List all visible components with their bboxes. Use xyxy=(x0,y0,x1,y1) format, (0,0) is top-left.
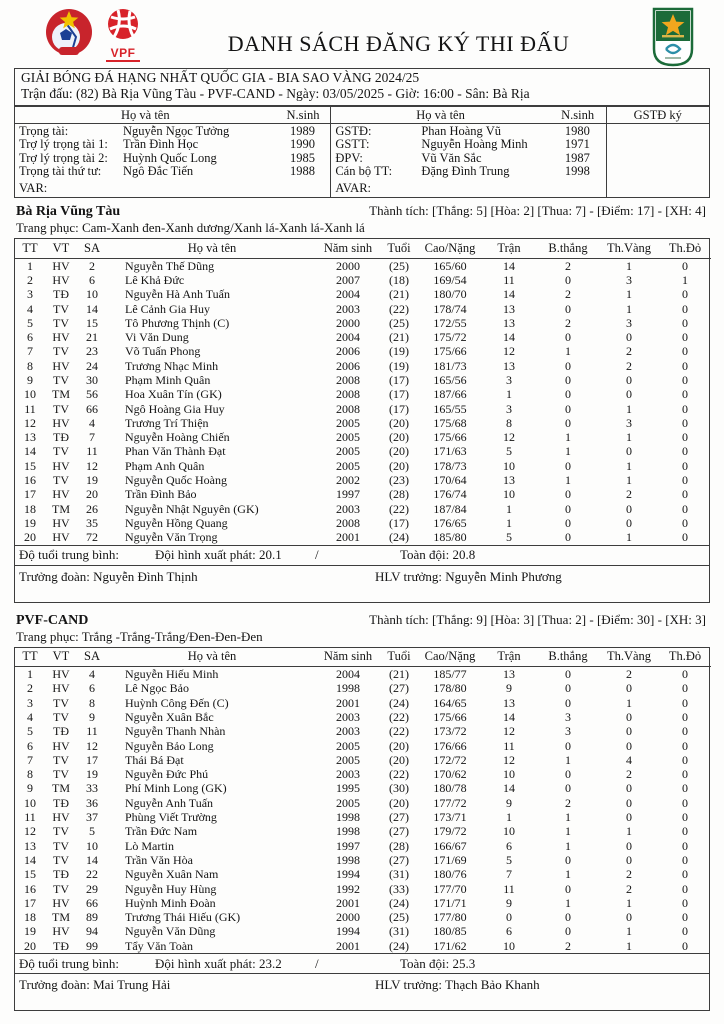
player-row: 15 HV 12 Phạm Anh Quân 2005 (20) 178/73 10 0 1 0 xyxy=(24,458,688,473)
officials-sign-header: GSTĐ ký xyxy=(606,107,709,124)
player-row: 10 TĐ 36 Nguyễn Anh Tuấn 2005 (20) 177/72 9 2 0 0 xyxy=(24,795,688,810)
player-row: 9 TM 33 Phí Minh Long (GK) 1995 (30) 180/78 14 0 0 0 xyxy=(27,781,688,796)
team1-manager: Trưởng đoàn: Nguyễn Đình Thịnh xyxy=(19,568,198,584)
col-red: Th.Đỏ xyxy=(659,239,711,258)
official-role: GSTT: xyxy=(335,137,370,152)
team1-average-age xyxy=(15,545,709,565)
col-height-weight: Cao/Nặng xyxy=(419,239,481,258)
official-role: Trợ lý trọng tài 2: xyxy=(19,150,108,165)
player-row: 7 TV 17 Thái Bá Đạt 2005 (20) 172/72 12 1 4 0 xyxy=(27,752,688,767)
player-row: 14 TV 14 Trần Văn Hòa 1998 (27) 171/69 5 0 0 0 xyxy=(24,852,688,867)
official-name: Trần Đình Học xyxy=(123,137,199,152)
player-row: 12 HV 4 Trương Trí Thiện 2005 (20) 175/68 8 0 3 0 xyxy=(24,415,688,430)
avar-cell: AVAR: xyxy=(331,181,606,198)
officials-name-header-right: Họ và tên xyxy=(331,107,550,124)
official-name: Đặng Đình Trung xyxy=(421,164,510,179)
player-row: 5 TĐ 11 Nguyễn Thanh Nhàn 2003 (22) 173/72 12 3 0 0 xyxy=(27,724,688,739)
avg-age-starting: Đội hình xuất phát: 23.2 xyxy=(155,955,282,971)
official-name: Nguyễn Ngọc Tưởng xyxy=(123,124,230,138)
avg-age-total: Toàn đội: 20.8 xyxy=(400,547,476,563)
avg-age-total: Toàn đội: 25.3 xyxy=(400,955,476,971)
player-row: 9 TV 30 Phạm Minh Quân 2008 (17) 165/56 3 0 0 0 xyxy=(27,373,688,387)
vpf-logo-label: VPF xyxy=(110,46,136,60)
organizer-logos xyxy=(44,7,145,64)
player-row: 2 HV 6 Lê Khả Đức 2007 (18) 169/54 11 0 3 1 xyxy=(27,272,688,287)
official-role: Trọng tài: xyxy=(19,124,69,138)
roster-header-row xyxy=(15,648,711,667)
official-born: 1998 xyxy=(564,164,590,179)
team2-record: Thành tích: [Thắng: 9] [Hòa: 3] [Thua: 2] - [Điểm: 30] - [XH: 3] xyxy=(369,611,706,627)
col-matches: Trận xyxy=(481,648,537,667)
team1-kit: Trang phục: Cam-Xanh đen-Xanh dương/Xanh lá-Xanh lá-Xanh lá xyxy=(16,220,365,236)
player-row: 20 HV 72 Nguyễn Văn Trọng 2001 (24) 185/80 5 0 1 0 xyxy=(24,530,688,545)
team1-staff xyxy=(15,565,709,602)
col-sa: SA xyxy=(77,648,107,667)
match-info-box xyxy=(14,68,710,106)
team2-header xyxy=(14,612,710,644)
vff-logo-icon xyxy=(44,7,94,64)
officials-table xyxy=(14,106,710,198)
league-name: GIẢI BÓNG ĐÁ HẠNG NHẤT QUỐC GIA - BIA SAO VÀNG 2024/25 xyxy=(21,70,420,85)
player-row: 6 HV 12 Nguyễn Bảo Long 2005 (20) 176/66 11 0 0 0 xyxy=(27,738,688,753)
col-name: Họ và tên xyxy=(107,648,317,667)
col-goals: B.thắng xyxy=(537,239,599,258)
col-yellow: Th.Vàng xyxy=(599,648,659,667)
player-row: 3 TĐ 10 Nguyễn Hà Anh Tuấn 2004 (21) 180/70 14 2 1 0 xyxy=(27,287,688,302)
official-name: Vũ Văn Sắc xyxy=(421,150,482,165)
team2-staff xyxy=(15,973,709,1010)
official-born: 1989 xyxy=(290,124,315,138)
col-goals: B.thắng xyxy=(537,648,599,667)
player-row: 6 HV 21 Vi Văn Dung 2004 (21) 175/72 14 0 0 0 xyxy=(27,330,688,345)
official-born: 1987 xyxy=(564,150,590,165)
player-row: 4 TV 14 Lê Cảnh Gia Huy 2003 (22) 178/74 13 0 1 0 xyxy=(27,301,688,316)
col-vt: VT xyxy=(45,239,77,258)
col-tt: TT xyxy=(15,239,45,258)
official-role: Trọng tài thứ tư: xyxy=(19,164,102,179)
vpf-logo-icon xyxy=(101,7,145,62)
officials-right-block xyxy=(331,124,606,181)
official-born: 1971 xyxy=(564,137,590,152)
avg-age-separator: / xyxy=(315,955,319,971)
col-tt: TT xyxy=(15,648,45,667)
player-row: 16 TV 29 Nguyễn Huy Hùng 1992 (33) 177/70 11 0 2 0 xyxy=(24,881,688,896)
player-row: 17 HV 20 Trần Đình Bảo 1997 (28) 176/74 10 0 2 0 xyxy=(24,487,688,502)
player-row: 19 HV 35 Nguyễn Hồng Quang 2008 (17) 176/65 1 0 0 0 xyxy=(24,515,688,530)
player-row: 12 TV 5 Trần Đức Nam 1998 (27) 179/72 10 1 1 0 xyxy=(24,824,688,839)
col-age: Tuổi xyxy=(379,648,419,667)
official-born: 1980 xyxy=(564,124,590,138)
page-title: DANH SÁCH ĐĂNG KÝ THI ĐẤU xyxy=(227,31,570,56)
avg-age-starting: Đội hình xuất phát: 20.1 xyxy=(155,547,282,563)
col-age: Tuổi xyxy=(379,239,419,258)
official-row xyxy=(15,138,330,151)
official-row xyxy=(331,138,605,151)
official-role: Cán bộ TT: xyxy=(335,164,393,179)
team1-starters xyxy=(15,258,711,416)
gstd-sign-cell xyxy=(606,124,709,198)
match-details: Trận đấu: (82) Bà Rịa Vũng Tàu - PVF-CAND - Ngày: 03/05/2025 - Giờ: 16:00 - Sân: Bà Rịa xyxy=(21,86,530,101)
official-born: 1985 xyxy=(290,150,315,165)
official-row xyxy=(15,152,330,165)
officials-name-header-left: Họ và tên xyxy=(15,107,276,124)
col-sa: SA xyxy=(77,239,107,258)
col-red: Th.Đỏ xyxy=(659,648,711,667)
player-row: 18 TM 26 Nguyễn Nhật Nguyên (GK) 2003 (22) 187/84 1 0 0 0 xyxy=(24,501,688,516)
player-row: 8 TV 19 Nguyễn Đức Phú 2003 (22) 170/62 10 0 2 0 xyxy=(27,767,688,782)
player-row: 8 HV 24 Trương Nhạc Minh 2006 (19) 181/73 13 0 2 0 xyxy=(27,358,688,373)
player-row: 13 TĐ 7 Nguyễn Hoàng Chiến 2005 (20) 175/66 12 1 1 0 xyxy=(24,430,688,445)
team1-name: Bà Rịa Vũng Tàu xyxy=(16,204,121,220)
team2-kit: Trang phục: Trắng -Trắng-Trắng/Đen-Đen-Đen xyxy=(16,628,263,644)
official-role: Trợ lý trọng tài 1: xyxy=(19,137,108,152)
player-row: 1 HV 2 Nguyễn Thế Dũng 2000 (25) 165/60 14 2 1 0 xyxy=(27,258,688,273)
official-row xyxy=(331,165,605,178)
var-cell: VAR: xyxy=(19,181,48,196)
col-vt: VT xyxy=(45,648,77,667)
official-row xyxy=(15,165,330,178)
team1-record: Thành tích: [Thắng: 5] [Hòa: 2] [Thua: 7] - [Điểm: 17] - [XH: 4] xyxy=(369,203,706,219)
official-name: Phan Hoàng Vũ xyxy=(421,124,501,138)
player-row: 18 TM 89 Trương Thái Hiếu (GK) 2000 (25) 177/80 0 0 0 0 xyxy=(24,910,688,925)
team1-coach: HLV trưởng: Nguyễn Minh Phương xyxy=(375,568,562,584)
team2-average-age xyxy=(15,953,709,973)
league-badge-icon xyxy=(652,7,694,72)
player-row: 11 HV 37 Phùng Viết Trường 1998 (27) 173/71 1 1 0 0 xyxy=(24,810,688,825)
player-row: 5 TV 15 Tô Phương Thịnh (C) 2000 (25) 172/55 13 2 3 0 xyxy=(27,315,688,330)
player-row: 20 TĐ 99 Tẩy Văn Toàn 2001 (24) 171/62 10 2 1 0 xyxy=(24,938,688,953)
team2-starters xyxy=(15,667,711,825)
official-name: Nguyễn Hoàng Minh xyxy=(421,137,528,152)
team1-header xyxy=(14,203,710,235)
official-born: 1988 xyxy=(290,164,315,179)
official-role: ĐPV: xyxy=(335,150,363,165)
official-name: Huỳnh Quốc Long xyxy=(123,150,217,165)
roster-header-row xyxy=(15,239,711,258)
officials-header-row xyxy=(15,107,710,124)
player-row: 7 TV 23 Võ Tuấn Phong 2006 (19) 175/66 12 1 2 0 xyxy=(27,344,688,359)
col-matches: Trận xyxy=(481,239,537,258)
team2-name: PVF-CAND xyxy=(16,612,89,628)
team2-substitutes xyxy=(15,824,711,953)
col-yellow: Th.Vàng xyxy=(599,239,659,258)
official-born: 1990 xyxy=(290,137,315,152)
team2-manager: Trưởng đoàn: Mai Trung Hải xyxy=(19,977,171,992)
col-born: Năm sinh xyxy=(317,648,379,667)
player-row: 10 TM 56 Hoa Xuân Tín (GK) 2008 (17) 187/66 1 0 0 0 xyxy=(24,387,688,402)
page-header xyxy=(14,0,710,68)
player-row: 14 TV 11 Phan Văn Thành Đạt 2005 (20) 171/63 5 1 0 0 xyxy=(24,444,688,459)
player-row: 1 HV 4 Nguyễn Hiếu Minh 2004 (21) 185/77 13 0 2 0 xyxy=(27,667,688,682)
avg-age-separator: / xyxy=(315,547,319,563)
player-row: 4 TV 9 Nguyễn Xuân Bắc 2003 (22) 175/66 14 3 0 0 xyxy=(27,709,688,724)
avg-age-label: Độ tuổi trung bình: xyxy=(19,955,120,971)
player-row: 17 HV 66 Huỳnh Minh Đoàn 2001 (24) 171/71 9 1 1 0 xyxy=(24,895,688,910)
official-row xyxy=(15,125,330,138)
official-role: GSTĐ: xyxy=(335,124,372,138)
official-row xyxy=(331,125,605,138)
player-row: 3 TV 8 Huỳnh Công Đến (C) 2001 (24) 164/65 13 0 1 0 xyxy=(27,695,688,710)
team1-roster xyxy=(14,238,710,602)
officials-born-header-right: N.sinh xyxy=(550,107,606,124)
col-name: Họ và tên xyxy=(107,239,317,258)
player-row: 19 HV 94 Nguyễn Văn Dũng 1994 (31) 180/85 6 0 1 0 xyxy=(24,924,688,939)
officials-left-block xyxy=(15,124,331,181)
player-row: 16 TV 19 Nguyễn Quốc Hoàng 2002 (23) 170/64 13 1 1 0 xyxy=(24,473,688,488)
player-row: 15 TĐ 22 Nguyễn Xuân Nam 1994 (31) 180/76 7 1 2 0 xyxy=(24,867,688,882)
col-born: Năm sinh xyxy=(317,239,379,258)
player-row: 13 TV 10 Lò Martin 1997 (28) 166/67 6 1 0 0 xyxy=(24,838,688,853)
team1-substitutes xyxy=(15,416,711,545)
avg-age-label: Độ tuổi trung bình: xyxy=(19,547,120,563)
official-row xyxy=(331,152,605,165)
player-row: 2 HV 6 Lê Ngọc Bảo 1998 (27) 178/80 9 0 0 0 xyxy=(27,681,688,696)
team2-coach: HLV trưởng: Thạch Bảo Khanh xyxy=(375,977,540,992)
col-height-weight: Cao/Nặng xyxy=(419,648,481,667)
official-name: Ngô Đắc Tiến xyxy=(123,164,194,179)
player-row: 11 TV 66 Ngô Hoàng Gia Huy 2008 (17) 165/55 3 0 1 0 xyxy=(24,401,688,416)
team2-roster xyxy=(14,647,710,1011)
vpf-logo-subtext xyxy=(106,60,140,62)
officials-born-header-left: N.sinh xyxy=(276,107,331,124)
